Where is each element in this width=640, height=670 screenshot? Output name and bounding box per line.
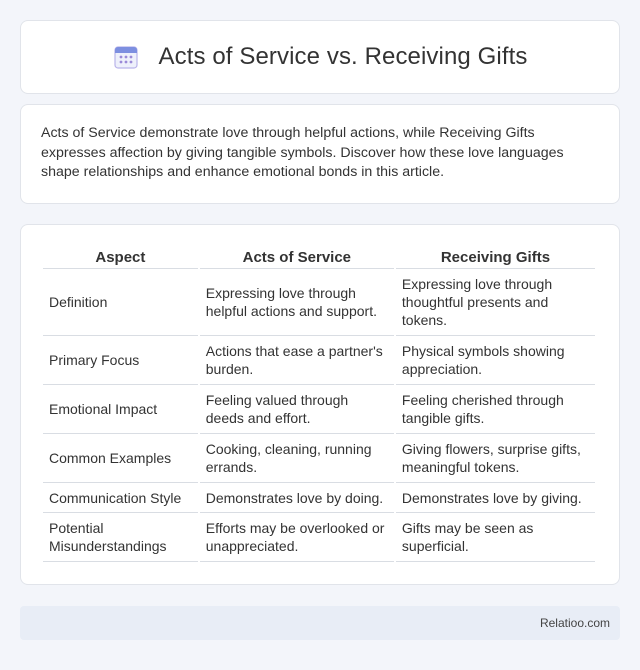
table-row [43,513,595,562]
header-acts-of-service: Acts of Service [200,243,394,269]
cell-gifts: Physical symbols showing appreciation. [396,336,595,385]
comparison-table [41,243,597,562]
cell-gifts: Demonstrates love by giving. [396,483,595,513]
cell-acts: Cooking, cleaning, running errands. [200,434,394,483]
intro-text: Acts of Service demonstrate love through helpful actions, while Receiving Gifts expresses affection by giving tangible symbols. Discover how these love languages shape relationships and enhance emotional bonds in this article. [41,125,564,180]
header-receiving-gifts: Receiving Gifts [396,243,595,269]
footer [20,606,620,640]
header-aspect: Aspect [43,243,198,269]
intro-card [20,104,620,204]
table-header-row [43,243,595,269]
title-card [20,20,620,94]
cell-gifts: Expressing love through thoughtful presents and tokens. [396,269,595,336]
table-row [43,269,595,336]
footer-site-link[interactable]: Relatioo.com [539,616,610,630]
cell-acts: Feeling valued through deeds and effort. [200,385,394,434]
table-row [43,483,595,513]
cell-aspect: Emotional Impact [43,385,198,434]
cell-gifts: Giving flowers, surprise gifts, meaningful tokens. [396,434,595,483]
table-row [43,385,595,434]
cell-acts: Expressing love through helpful actions and support. [200,269,394,336]
table-row [43,434,595,483]
page-title: Acts of Service vs. Receiving Gifts [158,43,528,70]
cell-aspect: Communication Style [43,483,198,513]
cell-aspect: Definition [43,269,198,336]
cell-acts: Demonstrates love by doing. [200,483,394,513]
cell-aspect: Potential Misunderstandings [43,513,198,562]
cell-acts: Actions that ease a partner's burden. [200,336,394,385]
cell-gifts: Gifts may be seen as superficial. [396,513,595,562]
cell-gifts: Feeling cherished through tangible gifts. [396,385,595,434]
comparison-table-card [20,224,620,585]
table-row [43,336,595,385]
calendar-icon [113,44,139,70]
cell-aspect: Common Examples [43,434,198,483]
title-wrap [113,43,528,71]
cell-acts: Efforts may be overlooked or unappreciated. [200,513,394,562]
cell-aspect: Primary Focus [43,336,198,385]
